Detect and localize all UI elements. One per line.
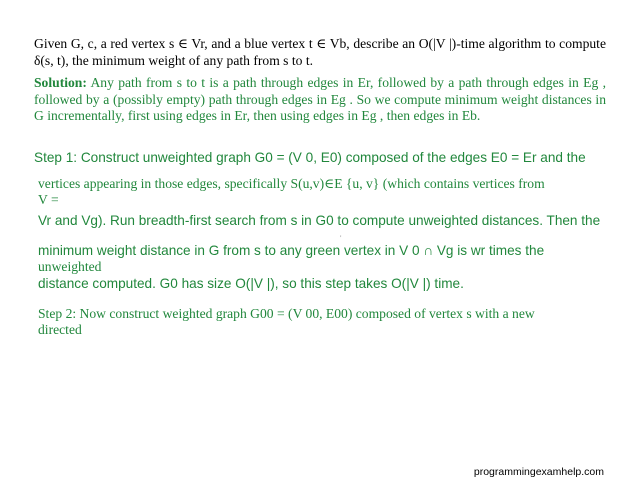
step1-line-5: minimum weight distance in G from s to any green vertex in V 0 ∩ Vg is wr times the <box>38 243 545 258</box>
step1-line-6: unweighted <box>38 259 102 274</box>
step2-line-1: Step 2: Now construct weighted graph G00 = (V 00, E00) composed of vertex s with a new <box>38 306 535 321</box>
solution-text: Any path from s to t is a path through edges in Er, followed by a path through edges in Eg , followed by a (possibly empty) path through edges in Eg . So we compute minimum weight distances in G incrementally, first using edges in Er, then using edges in Eg , then edges in Eb. <box>34 75 606 123</box>
footer-site: programmingexamhelp.com <box>473 466 604 478</box>
solution-paragraph <box>34 75 606 125</box>
step1-line-4: Vr and Vg). Run breadth-first search from s in G0 to compute unweighted distances. Then the <box>38 213 601 228</box>
solution-label: Solution: <box>34 75 87 90</box>
step1-line-3: V = <box>38 192 59 207</box>
step1-line-2: vertices appearing in those edges, specifically S(u,v)∈E {u, v} (which contains vertices from <box>38 176 545 191</box>
problem-statement: Given G, c, a red vertex s ∈ Vr, and a blue vertex t ∈ Vb, describe an O(|V |)-time algorithm to compute δ(s, t), the minimum weight of any path from s to t. <box>34 36 606 68</box>
stray-mark: , <box>340 232 342 238</box>
step1-line-1: Step 1: Construct unweighted graph G0 = (V 0, E0) composed of the edges E0 = Er and the <box>34 150 586 165</box>
step2-line-2: directed <box>38 322 82 337</box>
step1-line-7: distance computed. G0 has size O(|V |), so this step takes O(|V |) time. <box>38 276 464 291</box>
